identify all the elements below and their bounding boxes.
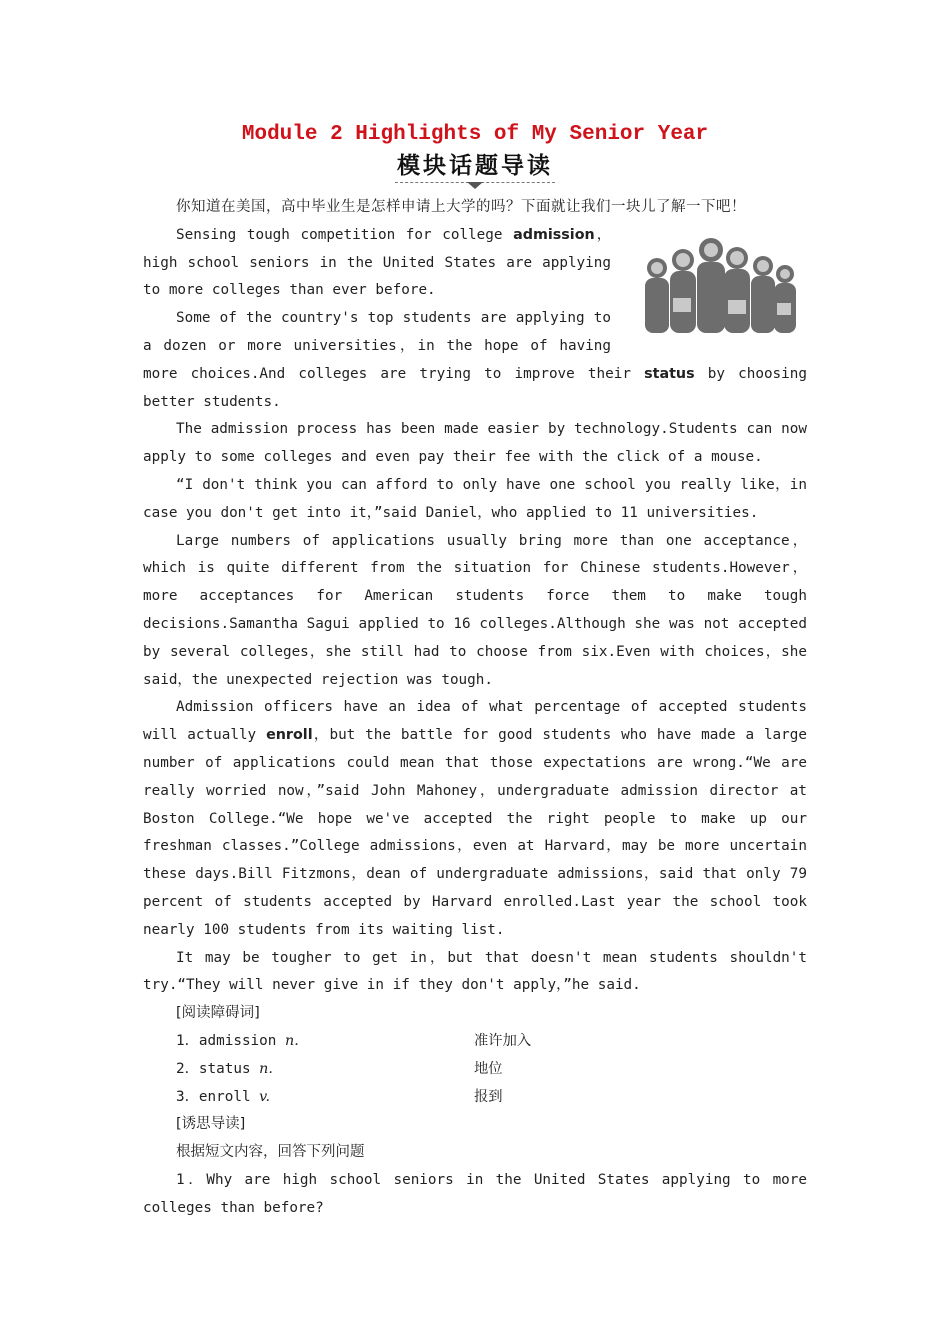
paragraph-5: Large numbers of applications usually bring more than one acceptance，which is quite different from the situation for Chinese students.However，more acceptances for American students force them to make tough decisions.Samantha Sagui applied to 16 colleges.Although she was not accepted by several colleges，she still had to choose from six.Even with choices，she said，the unexpected rejection was tough. [143,532,807,688]
document-page [143,120,807,1222]
section-heading [143,152,807,188]
vocab-meaning: 报到 [474,1088,503,1105]
keyword-status: status [644,365,695,382]
vocab-word [176,1028,474,1056]
vocab-pos: n. [284,1032,299,1049]
paragraph-1-text-a: Sensing tough competition for college [176,226,514,243]
vocab-number: 1． [176,1032,199,1049]
vocab-meaning: 地位 [474,1060,503,1077]
vocab-pos: v. [259,1088,271,1105]
section-heading-text: 模块话题导读 [395,152,555,183]
heading-triangle-icon [467,182,483,189]
intro-text: 你知道在美国，高中毕业生是怎样申请上大学的吗？下面就让我们一块儿了解一下吧！ [176,199,746,215]
article-body [143,222,807,1000]
paragraph-6 [143,694,807,944]
vocab-term: status [198,1060,260,1077]
paragraph-6-text-a: Admission officers have an idea of what percentage of accepted students will actually [143,699,807,744]
vocab-number: 3． [176,1088,199,1105]
students-group-photo [625,228,807,338]
vocab-item [143,1084,807,1112]
keyword-admission: admission [513,226,595,243]
paragraph-4: “I don't think you can afford to only have one school you really like，in case you don't get into it，”said Daniel，who applied to 11 universities. [143,476,807,521]
paragraph-3: The admission process has been made easier by technology.Students can now apply to some colleges and even pay their fee with the click of a mouse. [143,421,807,466]
paragraph-2-text-b: by choosing better students. [143,365,807,410]
paragraph-1-text-b: ，high school seniors in the United States are applying to more colleges than ever before. [143,226,611,299]
question-1: 1．Why are high school seniors in the United States applying to more colleges than before? [143,1171,807,1216]
vocab-item [143,1028,807,1056]
vocab-term: admission [198,1032,285,1049]
vocab-term: enroll [198,1088,260,1105]
guide-label: [诱思导读] [176,1116,246,1133]
paragraph-2-text-a: Some of the country's top students are applying to a dozen or more universities，in the hope of having more choices.And colleges are trying to improve their [143,310,645,382]
vocab-word [176,1056,474,1084]
vocab-item [143,1056,807,1084]
vocab-word [176,1084,474,1112]
keyword-enroll: enroll [266,727,313,744]
vocab-number: 2． [176,1060,199,1077]
module-title: Module 2 Highlights of My Senior Year [241,123,709,146]
paragraph-6-text-b: ，but the battle for good students who have made a large number of applications could mean that those expectations are wrong.“We are really worried now，”said John Mahoney，undergraduate admission director at Boston College.“We hope we've accepted the right people to make up our freshman classes.”College admissions，even at Harvard，may be more uncertain these days.Bill Fitzmons，dean of undergraduate admissions，said that only 79 percent of students accepted by Harvard enrolled.Last year the school took nearly 100 students from its waiting list. [143,727,808,938]
vocab-label: [阅读障碍词] [176,1005,260,1022]
vocab-meaning: 准许加入 [474,1032,532,1049]
vocab-pos: n. [259,1060,273,1077]
guide-instruction: 根据短文内容，回答下列问题 [176,1144,365,1161]
paragraph-7: It may be tougher to get in，but that doesn't mean students shouldn't try.“They will never give in if they don't apply，”he said. [143,949,807,994]
